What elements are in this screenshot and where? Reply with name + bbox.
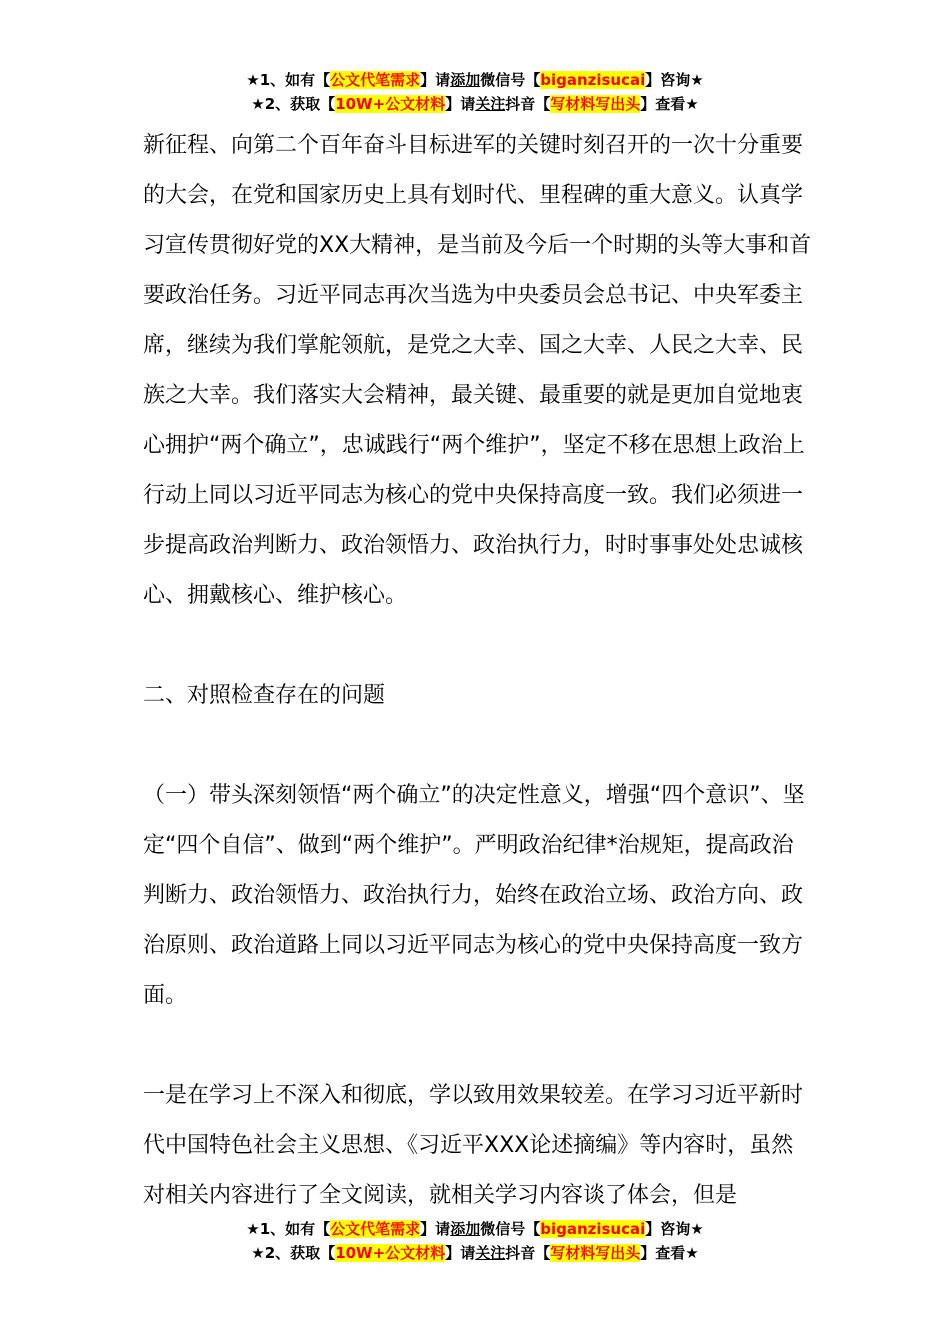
paragraph-spacer <box>143 721 815 771</box>
promo-text: ★2、获取【 <box>251 95 336 113</box>
promo-highlight: 10W+公文材料 <box>335 95 446 113</box>
promo-text: 】查看★ <box>640 1244 699 1262</box>
promo-text: ★1、如有【 <box>246 71 331 89</box>
promo-text: 微信号【 <box>480 71 541 89</box>
header-promo-banner <box>0 68 950 116</box>
promo-text: 】咨询★ <box>645 1220 704 1238</box>
promo-text: 抖音【 <box>505 1244 551 1262</box>
promo-underlined: 添加 <box>450 1220 481 1238</box>
promo-line-2 <box>0 1241 950 1265</box>
promo-highlight: 10W+公文材料 <box>335 1244 446 1262</box>
footer-promo-banner <box>0 1217 950 1265</box>
promo-highlight: 公文代笔需求 <box>330 1220 421 1238</box>
body-paragraph-1: 新征程、向第二个百年奋斗目标进军的关键时刻召开的一次十分重要的大会，在党和国家历史上具有划时代、里程碑的重大意义。认真学习宣传贯彻好党的XX大精神，是当前及今后一个时期的头等大事和首要政治任务。习近平同志再次当选为中央委员会总书记、中央军委主席，继续为我们掌舵领航，是党之大幸、国之大幸、人民之大幸、民族之大幸。我们落实大会精神，最关键、最重要的就是更加自觉地衷心拥护“两个确立”，忠诚践行“两个维护”，坚定不移在思想上政治上行动上同以习近平同志为核心的党中央保持高度一致。我们必须进一步提高政治判断力、政治领悟力、政治执行力，时时事事处处忠诚核心、拥戴核心、维护核心。 <box>143 133 812 608</box>
promo-text: 微信号【 <box>480 1220 541 1238</box>
promo-highlight: 公文代笔需求 <box>330 71 421 89</box>
promo-text: 】请 <box>445 95 476 113</box>
promo-douyin-account: 写材料写出头 <box>550 1244 641 1262</box>
promo-wechat-id: biganzisucai <box>540 1220 646 1238</box>
paragraph-spacer <box>143 621 815 671</box>
document-body <box>143 121 815 1221</box>
body-paragraph-3: 一是在学习上不深入和彻底，学以致用效果较差。在学习习近平新时代中国特色社会主义思想、《习近平XXX论述摘编》等内容时，虽然对相关内容进行了全文阅读，就相关学习内容谈了体会，但是 <box>143 1083 804 1208</box>
promo-wechat-id: biganzisucai <box>540 71 646 89</box>
promo-text: ★1、如有【 <box>246 1220 331 1238</box>
promo-text: 】请 <box>420 1220 451 1238</box>
promo-text: 】咨询★ <box>645 71 704 89</box>
promo-line-2 <box>0 92 950 116</box>
promo-text: 抖音【 <box>505 95 551 113</box>
promo-line-1 <box>0 68 950 92</box>
promo-line-1 <box>0 1217 950 1241</box>
promo-underlined: 关注 <box>475 1244 506 1262</box>
promo-underlined: 添加 <box>450 71 481 89</box>
promo-douyin-account: 写材料写出头 <box>550 95 641 113</box>
paragraph-spacer <box>143 1021 815 1071</box>
promo-text: 】查看★ <box>640 95 699 113</box>
promo-text: 】请 <box>420 71 451 89</box>
promo-underlined: 关注 <box>475 95 506 113</box>
promo-text: 】请 <box>445 1244 476 1262</box>
body-paragraph-2: （一）带头深刻领悟“两个确立”的决定性意义，增强“四个意识”、坚定“四个自信”、做到“两个维护”。严明政治纪律*治规矩，提高政治判断力、政治领悟力、政治执行力，始终在政治立场、政治方向、政治原则、政治道路上同以习近平同志为核心的党中央保持高度一致方面。 <box>143 783 805 1008</box>
promo-text: ★2、获取【 <box>251 1244 336 1262</box>
section-heading-2: 二、对照检查存在的问题 <box>143 683 386 708</box>
